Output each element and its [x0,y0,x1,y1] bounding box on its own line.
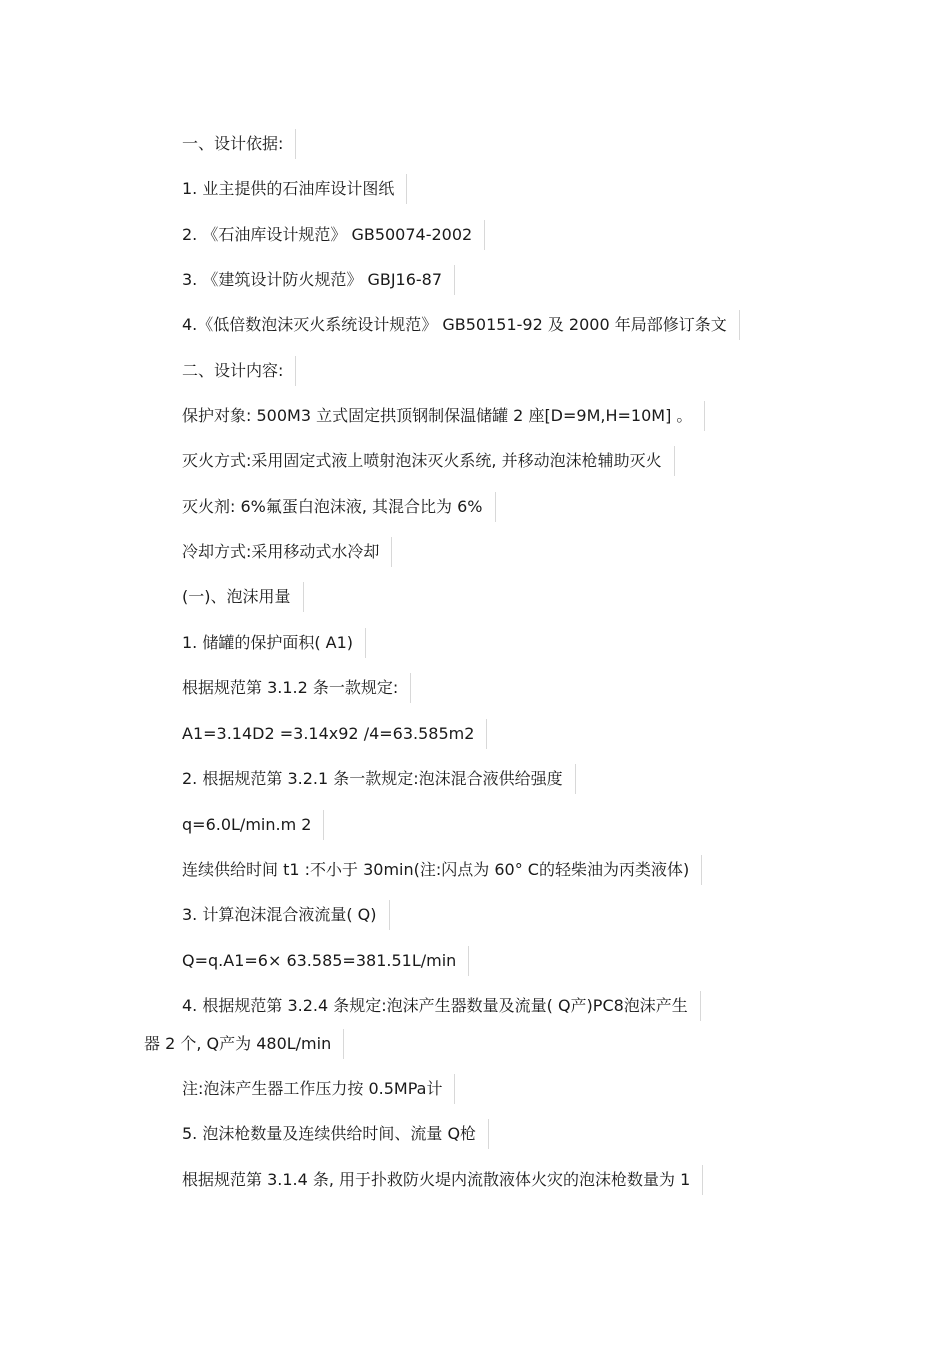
basis-item-2: 2. 《石油库设计规范》 GB50074-2002 [182,220,485,250]
extinguishing-method: 灭火方式:采用固定式液上喷射泡沫灭火系统, 并移动泡沫枪辅助灭火 [182,446,675,476]
calc-item-1: 1. 储罐的保护面积( A1) [182,628,366,658]
calc-item-2: 2. 根据规范第 3.2.1 条一款规定:泡沫混合液供给强度 [182,764,576,794]
section-heading-design-basis: 一、设计依据: [182,129,296,159]
calc-item-3: 3. 计算泡沫混合液流量( Q) [182,900,390,930]
calc-item-2-intensity: q=6.0L/min.m 2 [182,810,324,840]
subsection-foam-usage: (一)、泡沫用量 [182,582,304,612]
calc-item-4-note: 注:泡沫产生器工作压力按 0.5MPa计 [182,1074,455,1104]
cooling-method: 冷却方式:采用移动式水冷却 [182,537,392,567]
calc-item-4-continued: 器 2 个, Q产为 480L/min [144,1029,344,1059]
calc-item-1-basis: 根据规范第 3.1.2 条一款规定: [182,673,411,703]
calc-item-2-duration: 连续供给时间 t1 :不小于 30min(注:闪点为 60° C的轻柴油为丙类液体) [182,855,702,885]
section-heading-design-content: 二、设计内容: [182,356,296,386]
calc-item-3-formula: Q=q.A1=6× 63.585=381.51L/min [182,946,469,976]
basis-item-3: 3. 《建筑设计防火规范》 GBJ16-87 [182,265,455,295]
calc-item-5-basis: 根据规范第 3.1.4 条, 用于扑救防火堤内流散液体火灾的泡沫枪数量为 1 [182,1165,703,1195]
calc-item-5: 5. 泡沫枪数量及连续供给时间、流量 Q枪 [182,1119,489,1149]
extinguishing-agent: 灭火剂: 6%氟蛋白泡沫液, 其混合比为 6% [182,492,496,522]
calc-item-1-formula: A1=3.14D2 =3.14x92 /4=63.585m2 [182,719,487,749]
basis-item-1: 1. 业主提供的石油库设计图纸 [182,174,407,204]
calc-item-4: 4. 根据规范第 3.2.4 条规定:泡沫产生器数量及流量( Q产)PC8泡沫产生 [182,991,701,1021]
protection-object: 保护对象: 500M3 立式固定拱顶钢制保温储罐 2 座[D=9M,H=10M] 。 [182,401,705,431]
basis-item-4: 4.《低倍数泡沫灭火系统设计规范》 GB50151-92 及 2000 年局部修订条文 [182,310,740,340]
